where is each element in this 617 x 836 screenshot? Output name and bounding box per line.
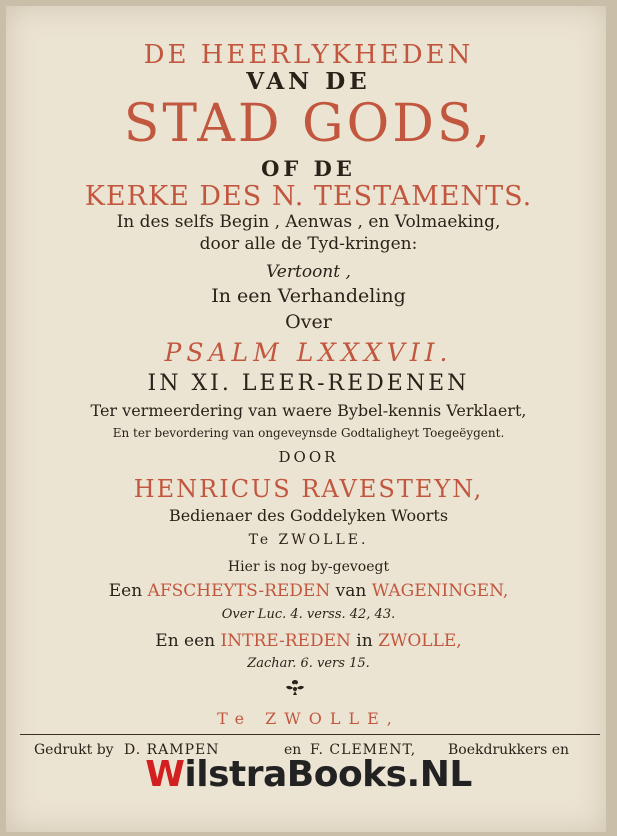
text-van: van [335, 581, 367, 601]
title-line-luc: Over Luc. 4. verss. 42, 43. [221, 607, 396, 622]
title-line-author: HENRICUS RAVESTEYN, [133, 475, 484, 503]
title-line-over: Over [285, 311, 332, 333]
title-line-verhandeling: In een Verhandeling [211, 285, 406, 307]
watermark-rest: ilstraBooks.NL [184, 754, 472, 795]
title-line-of-de: OF DE [261, 156, 356, 181]
title-line-bygevoegt: Hier is nog by-gevoegt [227, 559, 390, 575]
imprint-gedrukt-by: Gedrukt by [34, 742, 114, 758]
text-een: Een [108, 581, 143, 601]
title-line-te-zwolle-1: Te ZWOLLE. [248, 532, 369, 548]
title-line-begin: In des selfs Begin , Aenwas , en Volmaeking, [116, 212, 501, 232]
title-line-bedienaer: Bedienaer des Goddelyken Woorts [168, 506, 449, 525]
text-intre-reden: INTRE-REDEN [220, 631, 351, 651]
imprint-printer-clement: F. CLEMENT, [310, 742, 417, 758]
watermark [0, 754, 617, 795]
text-afscheyts-reden: AFSCHEYTS-REDEN [147, 581, 331, 601]
title-line-zachar: Zachar. 6. vers 15. [247, 656, 370, 671]
title-line-tyd-kringen: door alle de Tyd-kringen: [199, 234, 418, 254]
title-line-bevordering: En ter bevordering van ongeveynsde Godtaligheyt Toegeëygent. [112, 426, 505, 440]
title-line-vermeerdering: Ter vermeerdering van waere Bybel-kennis Verklaert, [90, 401, 527, 420]
footer-rule [20, 734, 600, 735]
title-line-van-de: VAN DE [246, 68, 371, 95]
title-line-psalm: PSALM LXXXVII. [164, 338, 453, 367]
title-line-leer-redenen: IN XI. LEER-REDENEN [147, 371, 470, 396]
title-line-door: DOOR [278, 448, 339, 466]
imprint-printer-rampen: D. RAMPEN [124, 742, 220, 758]
imprint-en: en [284, 742, 302, 758]
watermark-initial: W [145, 754, 185, 795]
text-en-een: En een [155, 631, 216, 651]
fleuron-icon [283, 678, 307, 696]
title-line-heerlykheden: DE HEERLYKHEDEN [143, 40, 474, 70]
title-line-vertoont: Vertoont , [266, 262, 351, 282]
text-wageningen: WAGENINGEN, [371, 581, 509, 601]
title-line-stad-gods: STAD GODS, [123, 94, 494, 154]
title-line-kerke: KERKE DES N. TESTAMENTS. [84, 181, 533, 212]
imprint-boekdrukkers: Boekdrukkers en [448, 742, 570, 758]
text-in: in [356, 631, 373, 651]
title-line-intre-reden [0, 633, 617, 650]
title-line-te-zwolle-2: Te ZWOLLE, [217, 709, 400, 728]
text-zwolle-red: ZWOLLE, [378, 631, 462, 651]
title-line-afscheyts [0, 583, 617, 600]
